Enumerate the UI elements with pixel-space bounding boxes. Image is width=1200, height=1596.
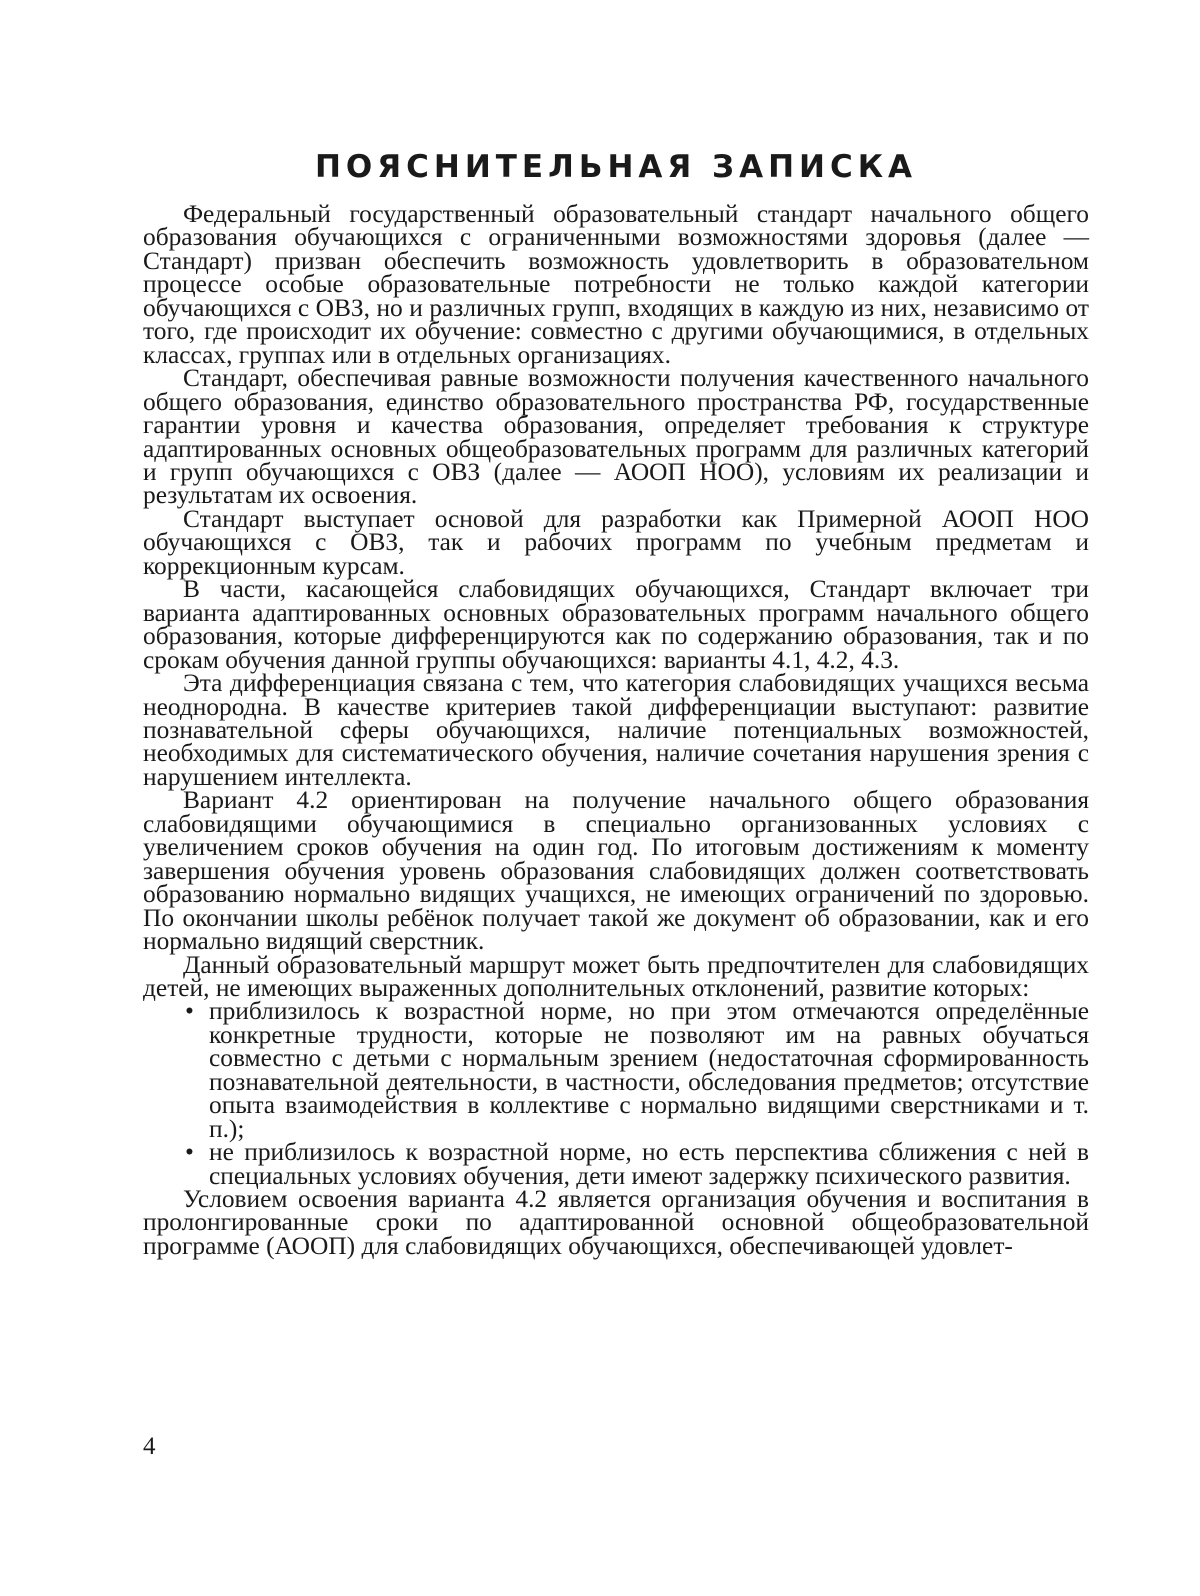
bullet-icon: • (185, 997, 194, 1026)
paragraph: Эта дифференциация связана с тем, что категория слабовидящих учащихся весьма неоднородна. В качестве критериев такой дифференциации выступают: развитие познавательной сферы обучающихся, наличие потенциальных возможностей, необходимых для систематического обучения, наличие сочетания нарушения зрения с нарушением интеллекта. (143, 669, 1089, 791)
page-title: ПОЯСНИТЕЛЬНАЯ ЗАПИСКА (314, 149, 918, 185)
paragraph: В части, касающейся слабовидящих обучающихся, Стандарт включает три варианта адаптированных основных образовательных программ начального общего образования, которые дифференцируются как по содержанию образования, так и по срокам обучения данной группы обучающихся: варианты 4.1, 4.2, 4.3. (143, 575, 1089, 674)
paragraph: Стандарт выступает основой для разработки как Примерной АООП НОО обучающихся с ОВЗ, так и рабочих программ по учебным предметам и коррекционным курсам. (143, 504, 1089, 580)
bullet-list (143, 997, 1089, 1190)
bullet-list-item (143, 1138, 1089, 1190)
paragraph: Стандарт, обеспечивая равные возможности получения качественного начального общего образования, единство образовательного пространства РФ, государственные гарантии уровня и качества образования, определяет требования к структуре адаптированных основных общеобразовательных программ для различных категорий и групп обучающихся с ОВЗ (далее — АООП НОО), условиям их реализации и результатам их освоения. (143, 364, 1089, 510)
body-text (143, 200, 1089, 1260)
bullet-text: не приблизилось к возрастной норме, но есть перспектива сближения с ней в специальных условиях обучения, дети имеют задержку психического развития. (209, 1138, 1089, 1190)
bullet-icon: • (185, 1138, 194, 1167)
paragraph: Федеральный государственный образовательный стандарт начального общего образования обучающихся с ограниченными возможностями здоровья (далее — Стандарт) призван обеспечить возможность удовлетворить в образовательном процессе особые образовательные потребности не только каждой категории обучающихся с ОВЗ, но и различных групп, входящих в каждую из них, независимо от того, где происходит их обучение: совместно с другими обучающимися, в отдельных классах, группах или в отдельных организациях. (143, 200, 1089, 369)
page-number: 4 (143, 1433, 156, 1460)
paragraph: Вариант 4.2 ориентирован на получение начального общего образования слабовидящими обучающимися в специально организованных условиях с увеличением сроков обучения на один год. По итоговым достижениям к моменту завершения обучения уровень образования слабовидящих должен соответствовать образованию нормально видящих учащихся, не имеющих ограничений по здоровью. По окончании школы ребёнок получает такой же документ об образовании, как и его нормально видящий сверстник. (143, 786, 1089, 956)
bullet-list-item (143, 997, 1089, 1143)
paragraph: Данный образовательный маршрут может быть предпочтителен для слабовидящих детей, не имеющих выраженных дополнительных отклонений, развитие которых: (143, 950, 1089, 1002)
paragraph: Условием освоения варианта 4.2 является организация обучения и воспитания в пролонгированные сроки по адаптированной основной общеобразовательной программе (АООП) для слабовидящих обучающихся, обеспечивающей удовлет- (143, 1185, 1089, 1260)
bullet-text: приблизилось к возрастной норме, но при этом отмечаются определённые конкретные трудности, которые не позволяют им на равных обучаться совместно с детьми с нормальным зрением (недостаточная сформированность познавательной деятельности, в частности, обследования предметов; отсутствие опыта взаимодействия в коллективе с нормально видящими сверстниками и т. п.); (209, 997, 1089, 1143)
